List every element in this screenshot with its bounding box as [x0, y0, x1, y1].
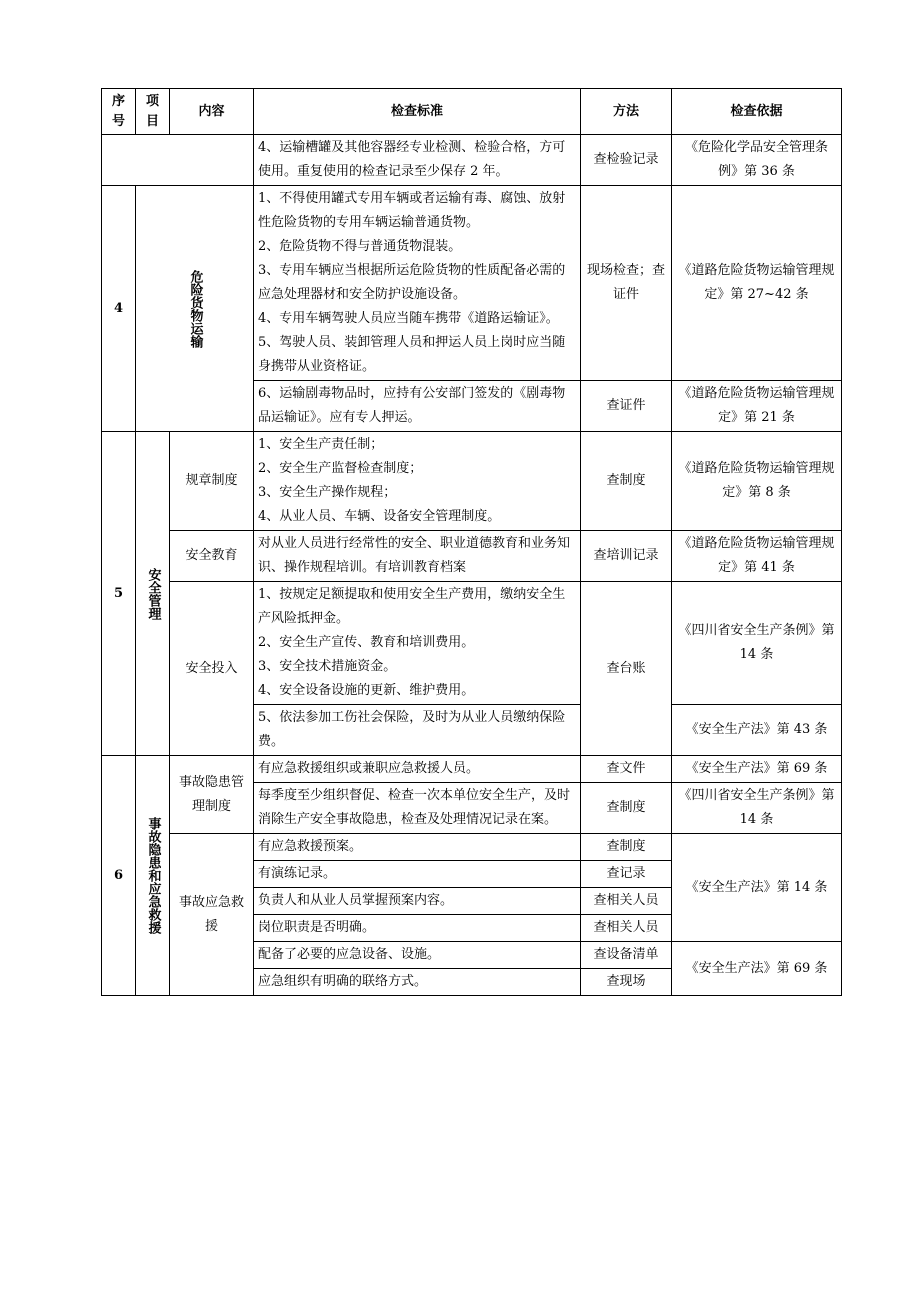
content-cell: 安全投入: [170, 582, 254, 756]
section-item: [136, 186, 254, 432]
content-cell: 事故应急救援: [170, 834, 254, 996]
section-item-label: 安全管理: [145, 567, 161, 620]
method-cell: 现场检查；查证件: [581, 186, 672, 381]
standard-line: 4、从业人员、车辆、设备安全管理制度。: [258, 509, 501, 524]
table-row: [102, 135, 842, 186]
method-cell: 查台账: [581, 582, 672, 756]
standard-line: 1、安全生产责任制；: [258, 437, 384, 452]
standard-line: 2、危险货物不得与普通货物混装。: [258, 239, 462, 254]
basis-cell: 《危险化学品安全管理条例》第 36 条: [672, 135, 842, 186]
method-cell: 查相关人员: [581, 888, 672, 915]
basis-cell: 《安全生产法》第 69 条: [672, 756, 842, 783]
standard-cell: 6、运输剧毒物品时，应持有公安部门签发的《剧毒物品运输证》。应有专人押运。: [254, 381, 581, 432]
section-item: [136, 756, 170, 996]
table-row: [102, 582, 842, 705]
method-cell: 查培训记录: [581, 531, 672, 582]
content-cell: 规章制度: [170, 432, 254, 531]
method-cell: 查设备清单: [581, 942, 672, 969]
standard-cell: 配备了必要的应急设备、设施。: [254, 942, 581, 969]
table-row: [102, 531, 842, 582]
standard-cell: 每季度至少组织督促、检查一次本单位安全生产，及时消除生产安全事故隐患，检查及处理情况记录在案。: [254, 783, 581, 834]
standard-cell: [254, 432, 581, 531]
standard-line: 4、专用车辆驾驶人员应当随车携带《道路运输证》。: [258, 311, 559, 326]
content-cell: 安全教育: [170, 531, 254, 582]
standard-cell: 4、运输槽罐及其他容器经专业检测、检验合格，方可使用。重复使用的检查记录至少保存 2 年。: [254, 135, 581, 186]
standard-cell: 对从业人员进行经常性的安全、职业道德教育和业务知识、操作规程培训。有培训教育档案: [254, 531, 581, 582]
method-cell: 查制度: [581, 834, 672, 861]
standard-cell: [254, 186, 581, 381]
standard-cell: 负责人和从业人员掌握预案内容。: [254, 888, 581, 915]
standard-line: 5、驾驶人员、装卸管理人员和押运人员上岗时应当随身携带从业资格证。: [258, 335, 566, 374]
method-cell: 查文件: [581, 756, 672, 783]
header-row: [102, 89, 842, 135]
standard-line: 3、专用车辆应当根据所运危险货物的性质配备必需的应急处理器材和安全防护设施设备。: [258, 263, 566, 302]
standard-cell: 岗位职责是否明确。: [254, 915, 581, 942]
standard-cell: [254, 582, 581, 705]
basis-cell: 《四川省安全生产条例》第 14 条: [672, 783, 842, 834]
basis-cell: 《道路危险货物运输管理规定》第 41 条: [672, 531, 842, 582]
method-cell: 查制度: [581, 783, 672, 834]
content-cell: 事故隐患管理制度: [170, 756, 254, 834]
standard-line: 1、按规定足额提取和使用安全生产费用，缴纳安全生产风险抵押金。: [258, 587, 566, 626]
header-content: 内容: [170, 89, 254, 135]
standard-line: 2、安全生产监督检查制度；: [258, 461, 423, 476]
basis-cell: 《安全生产法》第 69 条: [672, 942, 842, 996]
table-row: [102, 834, 842, 861]
method-cell: 查现场: [581, 969, 672, 996]
table-row: [102, 186, 842, 381]
section-item-label: 事故隐患和应急救援: [145, 817, 161, 934]
section-item-label: 危险货物运输: [187, 269, 203, 348]
table-row: [102, 756, 842, 783]
standard-cell: 有应急救援组织或兼职应急救援人员。: [254, 756, 581, 783]
section-item: [136, 432, 170, 756]
method-cell: 查记录: [581, 861, 672, 888]
standard-line: 4、安全设备设施的更新、维护费用。: [258, 683, 475, 698]
standard-line: 3、安全生产操作规程；: [258, 485, 397, 500]
standard-line: 3、安全技术措施资金。: [258, 659, 397, 674]
method-cell: 查制度: [581, 432, 672, 531]
standard-cell: 有应急救援预案。: [254, 834, 581, 861]
section-number: 5: [102, 432, 136, 756]
header-item: 项目: [136, 89, 170, 135]
standard-cell: 有演练记录。: [254, 861, 581, 888]
section-number: 4: [102, 186, 136, 432]
header-method: 方法: [581, 89, 672, 135]
standard-cell: 5、依法参加工伤社会保险，及时为从业人员缴纳保险费。: [254, 705, 581, 756]
inspection-table: [101, 88, 842, 996]
basis-cell: 《安全生产法》第 43 条: [672, 705, 842, 756]
method-cell: 查证件: [581, 381, 672, 432]
basis-cell: 《道路危险货物运输管理规定》第 8 条: [672, 432, 842, 531]
method-cell: 查相关人员: [581, 915, 672, 942]
section-number: 6: [102, 756, 136, 996]
header-standard: 检查标准: [254, 89, 581, 135]
table-row: [102, 432, 842, 531]
basis-cell: 《道路危险货物运输管理规定》第 27~42 条: [672, 186, 842, 381]
standard-line: 1、不得使用罐式专用车辆或者运输有毒、腐蚀、放射性危险货物的专用车辆运输普通货物。: [258, 191, 566, 230]
method-cell: 查检验记录: [581, 135, 672, 186]
standard-line: 2、安全生产宣传、教育和培训费用。: [258, 635, 475, 650]
standard-cell: 应急组织有明确的联络方式。: [254, 969, 581, 996]
header-basis: 检查依据: [672, 89, 842, 135]
basis-cell: 《四川省安全生产条例》第 14 条: [672, 582, 842, 705]
basis-cell: 《道路危险货物运输管理规定》第 21 条: [672, 381, 842, 432]
header-seq: 序号: [102, 89, 136, 135]
empty-cell: [102, 135, 254, 186]
basis-cell: 《安全生产法》第 14 条: [672, 834, 842, 942]
